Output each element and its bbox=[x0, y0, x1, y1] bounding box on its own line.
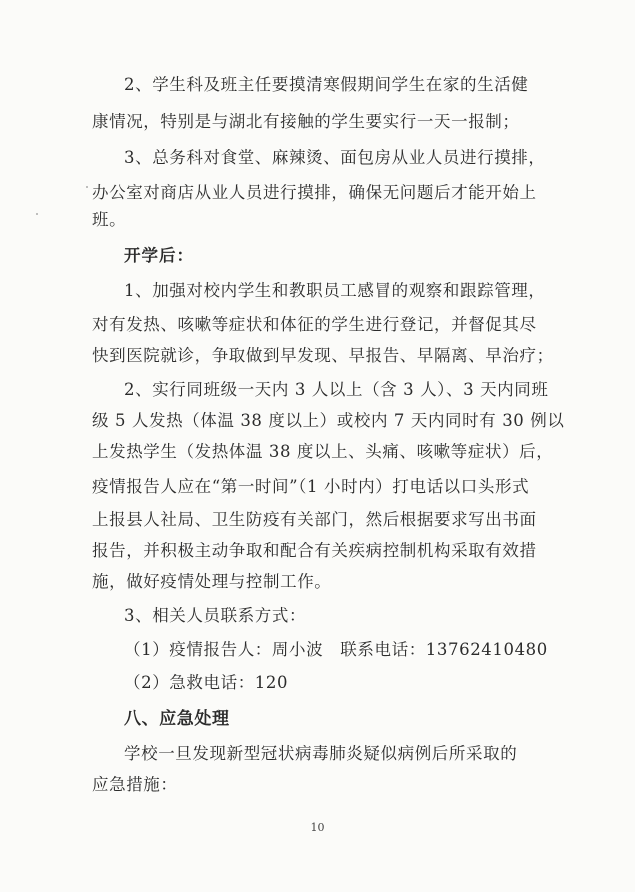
paragraph-line: 级 5 人发热（体温 38 度以上）或校内 7 天内同时有 30 例以 bbox=[92, 411, 565, 430]
scan-speck bbox=[36, 213, 38, 215]
section-heading: 八、应急处理 bbox=[124, 709, 230, 729]
paragraph-line: 应急措施： bbox=[92, 775, 178, 794]
paragraph-line: 施，做好疫情处理与控制工作。 bbox=[92, 572, 332, 591]
contact-line: （1）疫情报告人：周小波 联系电话：13762410480 bbox=[124, 640, 548, 659]
paragraph-line: 2、学生科及班主任要摸清寒假期间学生在家的生活健 bbox=[124, 75, 529, 94]
paragraph-line: 学校一旦发现新型冠状病毒肺炎疑似病例后所采取的 bbox=[124, 744, 518, 763]
paragraph-line: 报告，并积极主动争取和配合有关疾病控制机构采取有效措 bbox=[92, 541, 537, 560]
paragraph-line: 快到医院就诊，争取做到早发现、早报告、早隔离、早治疗； bbox=[92, 346, 554, 365]
paragraph-line: 班。 bbox=[92, 210, 127, 229]
paragraph-line: 3、总务科对食堂、麻辣烫、面包房从业人员进行摸排， bbox=[124, 148, 546, 167]
paragraph-line: 对有发热、咳嗽等症状和体征的学生进行登记，并督促其尽 bbox=[92, 315, 537, 334]
paragraph-line: 康情况，特别是与湖北有接触的学生要实行一天一报制； bbox=[92, 112, 520, 131]
paragraph-line: 3、相关人员联系方式： bbox=[124, 606, 307, 625]
paragraph-line: 2、实行同班级一天内 3 人以上（含 3 人）、3 天内同班 bbox=[124, 380, 549, 399]
paragraph-line: 办公室对商店从业人员进行摸排，确保无问题后才能开始上 bbox=[92, 183, 537, 202]
paragraph-line: 疫情报告人应在“第一时间”（1 小时内）打电话以口头形式 bbox=[92, 477, 530, 496]
contact-line: （2）急救电话：120 bbox=[124, 673, 289, 692]
paragraph-line: 上报县人社局、卫生防疫有关部门，然后根据要求写出书面 bbox=[92, 510, 537, 529]
paragraph-line: 1、加强对校内学生和教职员工感冒的观察和跟踪管理， bbox=[124, 281, 546, 300]
page-number: 10 bbox=[310, 821, 325, 834]
section-heading: 开学后： bbox=[124, 246, 194, 265]
scan-speck bbox=[86, 186, 88, 188]
paragraph-line: 上发热学生（发热体温 38 度以上、头痛、咳嗽等症状）后， bbox=[92, 442, 554, 461]
